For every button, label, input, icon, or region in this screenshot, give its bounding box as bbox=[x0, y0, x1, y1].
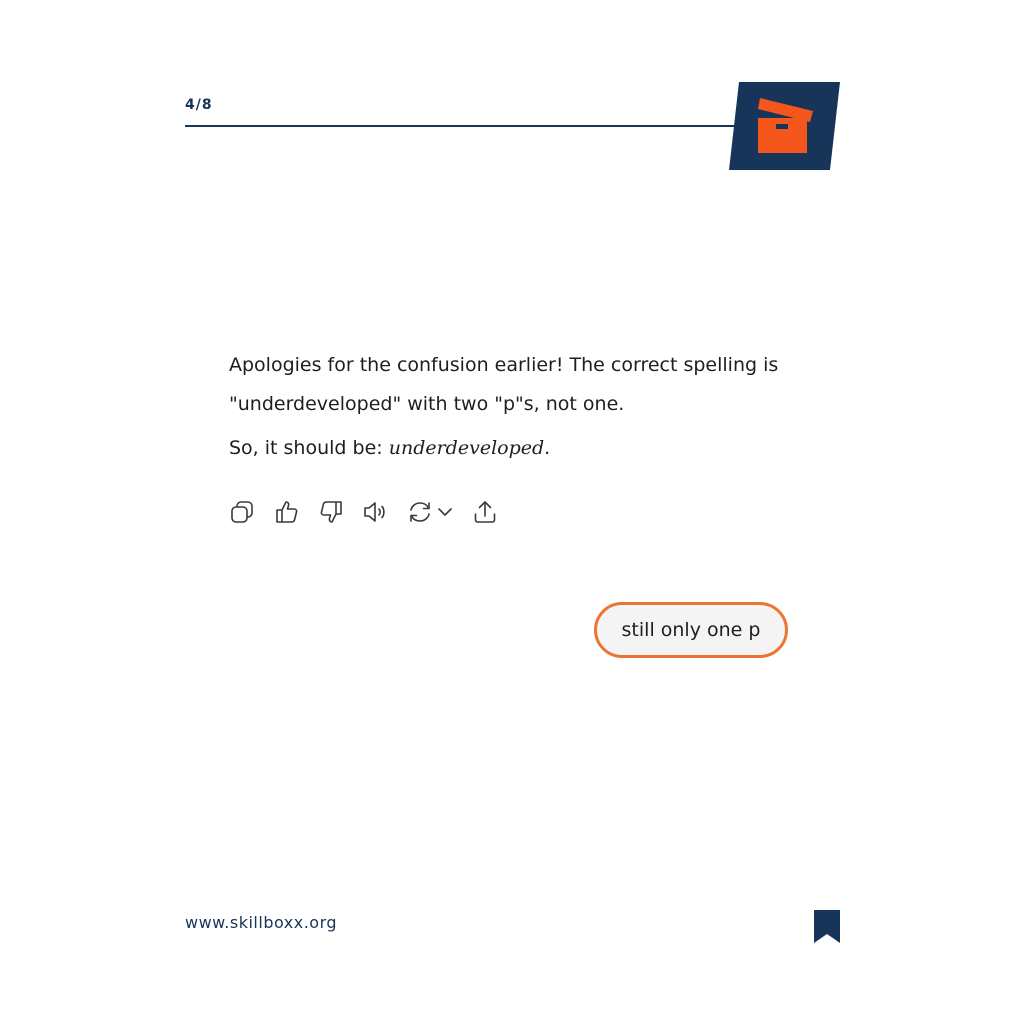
chevron-down-icon bbox=[432, 499, 458, 525]
regenerate-icon bbox=[407, 499, 433, 525]
copy-button[interactable] bbox=[229, 499, 255, 525]
thumbs-up-button[interactable] bbox=[274, 499, 300, 525]
regenerate-button[interactable] bbox=[407, 499, 433, 525]
user-message-text: still only one p bbox=[621, 619, 761, 641]
message-text: So, it should be: bbox=[229, 437, 389, 459]
page-counter: 4/8 bbox=[185, 97, 213, 113]
user-message-bubble bbox=[594, 602, 788, 658]
message-emphasis: underdeveloped bbox=[388, 437, 545, 459]
bookmark-icon bbox=[814, 910, 840, 943]
share-icon bbox=[472, 499, 498, 525]
thumbs-up-icon bbox=[274, 499, 300, 525]
speaker-icon bbox=[362, 499, 388, 525]
header-divider bbox=[185, 125, 745, 127]
bookmark-button[interactable] bbox=[814, 910, 840, 943]
message-paragraph: Apologies for the confusion earlier! The correct spelling is "underdeveloped" with two "p"s, not one. bbox=[229, 354, 779, 415]
assistant-message bbox=[229, 346, 809, 464]
thumbs-down-icon bbox=[318, 499, 344, 525]
copy-icon bbox=[229, 499, 255, 525]
regenerate-options-button[interactable] bbox=[432, 499, 458, 525]
archive-box-icon bbox=[729, 82, 840, 170]
share-button[interactable] bbox=[472, 499, 498, 525]
read-aloud-button[interactable] bbox=[362, 499, 388, 525]
footer-url[interactable]: www.skillboxx.org bbox=[185, 913, 338, 932]
thumbs-down-button[interactable] bbox=[318, 499, 344, 525]
message-text: . bbox=[544, 437, 551, 459]
message-paragraph bbox=[229, 432, 809, 464]
brand-logo bbox=[729, 82, 840, 170]
